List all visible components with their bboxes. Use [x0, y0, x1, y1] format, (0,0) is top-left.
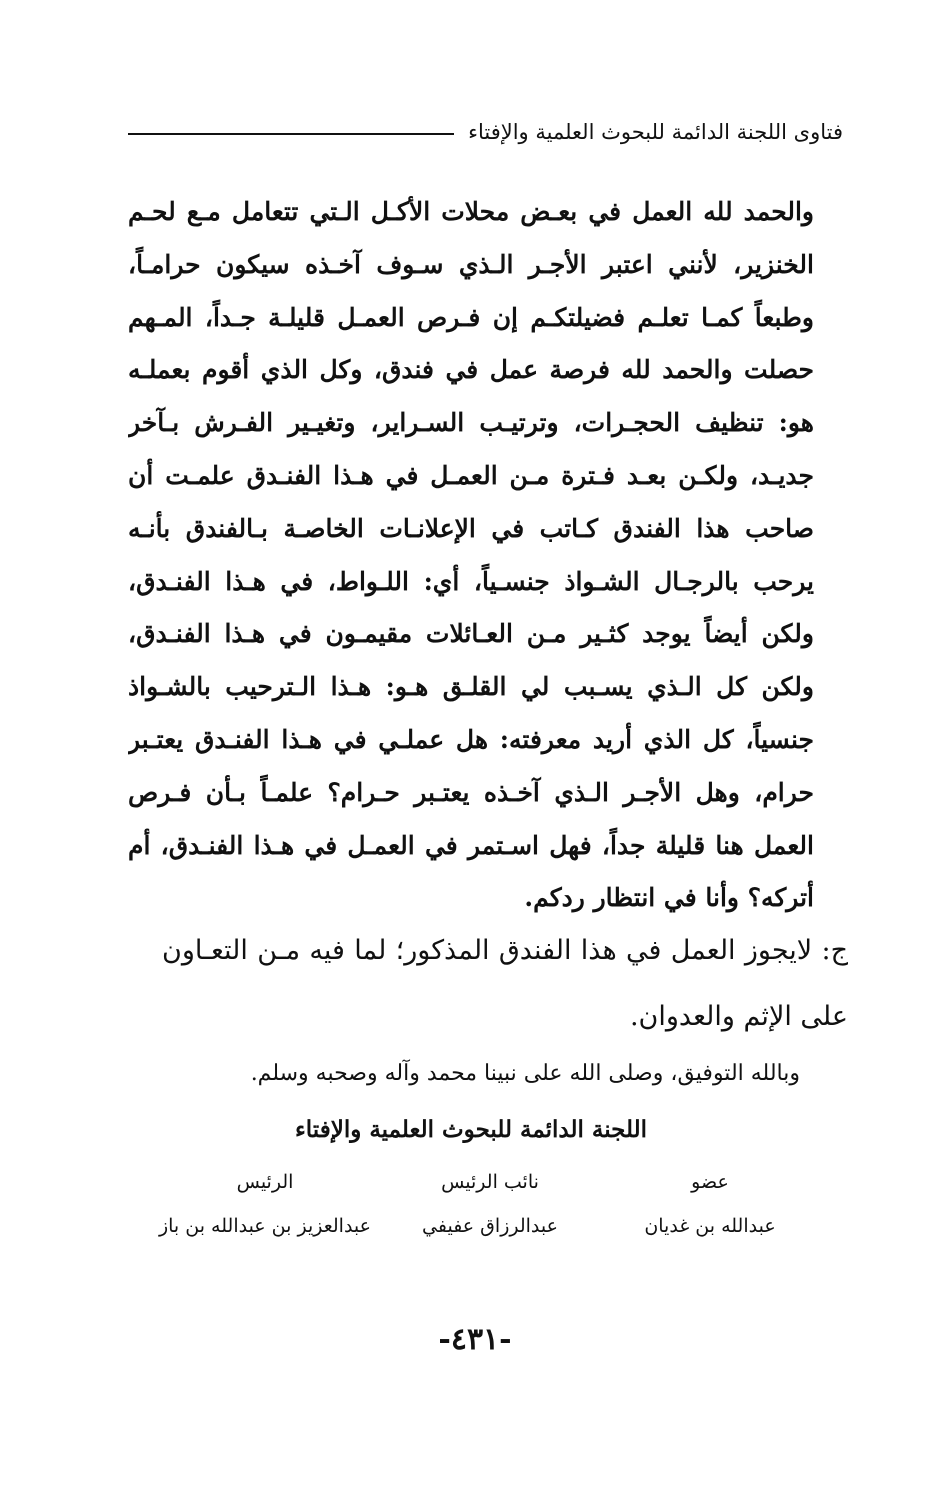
page-number: -٤٣١-	[438, 1322, 512, 1357]
signatory-name: عبدالعزيز بن عبدالله بن باز	[158, 1215, 372, 1237]
question-line: العمل هنا قليلة جداً، فهل اسـتمر في العمـل في هـذا الفنـدق، أم	[128, 830, 814, 860]
header-rule	[128, 133, 454, 135]
signatories	[150, 1166, 790, 1256]
question-line: ولكن أيضاً يوجد كثـير مـن العـائلات مقيمـون في هـذا الفنـدق،	[128, 619, 814, 649]
answer-line: على الإثم والعدوان.	[629, 1001, 848, 1032]
question-line: يرحب بالرجـال الشـواذ جنسـياً، أي: اللـواط، في هـذا الفنـدق،	[128, 566, 814, 596]
question-line: أتركه؟ وأنا في انتظار ردكم.	[524, 883, 814, 913]
signatory-role: نائب الرئيس	[441, 1171, 539, 1193]
question-line: هو: تنظيف الحجـرات، وترتيـب السـراير، وتغيـير الفـرش بـآخر	[128, 408, 814, 438]
question-line: جديـد، ولكـن بعـد فـترة مـن العمـل في هـذا الفنـدق علمـت أن	[128, 460, 814, 490]
question-line: جنسياً، كل الذي أريد معرفته: هل عملـي في هـذا الفنـدق يعتـبر	[128, 724, 814, 754]
question-line: صاحب هذا الفندق كـاتب في الإعلانـات الخاصـة بـالفندق بأنـه	[128, 513, 814, 543]
signatory-vice-president	[390, 1166, 590, 1246]
running-header	[128, 112, 843, 152]
question-line: الخنزير، لأنني اعتبر الأجـر الـذي سـوف آخـذه سيكون حرامـاً،	[128, 249, 814, 279]
committee-name: اللجنة الدائمة للبحوث العلمية والإفتاء	[294, 1116, 648, 1143]
signatory-member	[630, 1166, 790, 1246]
closing-prayer: وبالله التوفيق، وصلى الله على نبينا محمد وآله وصحبه وسلم.	[250, 1061, 800, 1086]
signatory-name: عبدالرزاق عفيفي	[422, 1215, 558, 1237]
question-line: حرام، وهل الأجـر الـذي آخـذه يعتـبر حـرام؟ علمـاً بـأن فـرص	[128, 777, 814, 807]
signatory-role: عضو	[691, 1171, 729, 1193]
signatory-role: الرئيس	[236, 1171, 294, 1193]
question-line: والحمد لله العمل في بعـض محلات الأكـل الـتي تتعامل مـع لحـم	[128, 197, 814, 226]
question-text	[128, 186, 814, 925]
answer-line: ج: لايجوز العمل في هذا الفندق المذكور؛ لما فيه مـن التعـاون	[162, 935, 848, 966]
signatory-president	[150, 1166, 380, 1246]
answer-text	[128, 918, 848, 1050]
signatory-name: عبدالله بن غديان	[644, 1215, 776, 1237]
question-line: ولكن كل الـذي يسـبب لي القلـق هـو: هـذا الـترحيب بالشـواذ	[128, 672, 814, 702]
question-line: حصلت والحمد لله فرصة عمل في فندق، وكل الذي أقوم بعملـه	[128, 355, 814, 385]
question-line: وطبعاً كمـا تعلـم فضيلتكـم إن فـرص العمـل قليلـة جـداً، المـهم	[128, 302, 814, 332]
header-title: فتاوى اللجنة الدائمة للبحوث العلمية والإفتاء	[468, 120, 843, 144]
